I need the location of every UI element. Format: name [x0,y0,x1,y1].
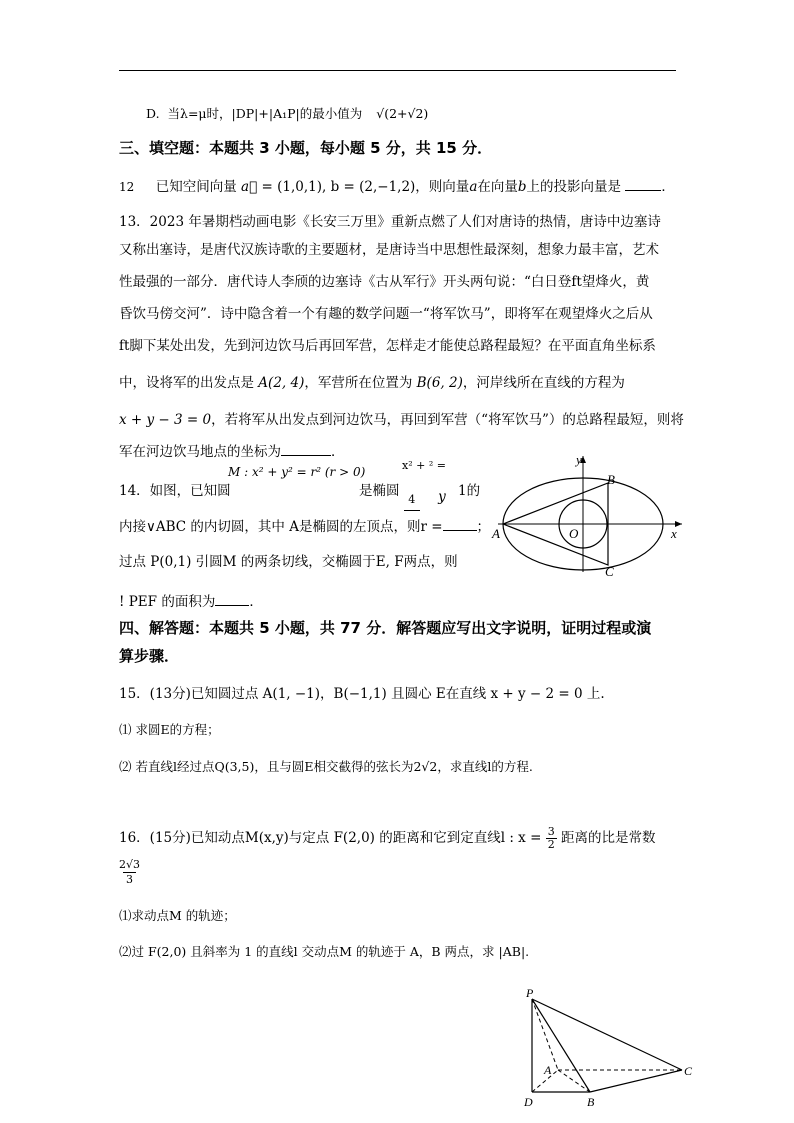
q14-line-4: ! PEF 的面积为 ． [119,591,263,612]
edge-bc [590,1070,682,1092]
question-16-stem: 16．(15分)已知动点M(x,y)与定点 F(2,0) 的距离和它到定直线l : x = $\frac{3}{2}$ 距离的比是常数 [119,825,656,851]
edge-ab [558,1070,590,1092]
section-4-heading-1: 四、解答题：本题共 5 小题，共 77 分．解答题应写出文字说明，证明过程或演 [119,619,652,637]
section-4-heading-2: 算步骤． [119,647,180,665]
option-d-value: √(2+√2) [376,106,429,121]
constant-fraction: 2√3 3 [119,858,141,886]
question-15-part-1: ⑴ 求圆E的方程； [119,722,220,737]
answer-blank-14a[interactable] [443,516,477,531]
label-y: y [576,452,582,467]
option-d: D. 当λ=μ时，|DP|+|A₁P|的最小值为 √(2+√2) [146,106,429,121]
q14-line-2: 内接∨ABC 的内切圆，其中 A是椭圆的左顶点，则r = ； [119,516,490,537]
q13-line-4: 昏饮马傍交河”．诗中隐含着一个有趣的数学问题一“将军饮马”，即将军在观望烽火之后从 [119,306,653,322]
question-12: 12 已知空间向量 a⃗ = (1,0,1), b = (2,−1,2)，则向量a在向量b上的投影向量是 ． [119,176,675,197]
q14-circle-eq: M : x² + y² = r² (r > 0) [228,465,366,479]
label-d: D [524,1095,533,1109]
question-16-part-2: ⑵过 F(2,0) 且斜率为 1 的直线l 交动点M 的轨迹于 A，B 两点，求 |AB|. [119,944,530,959]
label-a2: A [544,1063,552,1077]
label-p: P [526,986,534,1000]
section-3-heading: 三、填空题：本题共 3 小题，每小题 5 分，共 15 分． [119,139,493,157]
vector-a: a⃗ [241,179,258,195]
q13-line-8: 军在河边饮马地点的坐标为 ． [119,441,345,462]
label-b: B [607,472,615,487]
pyramid-figure [520,985,700,1110]
question-15-part-2: ⑵ 若直线l经过点Q(3,5)，且与圆E相交截得的弦长为2√2，求直线l的方程. [119,759,533,774]
answer-blank-14b[interactable] [215,591,249,606]
q14-line-3: 过点 P(0,1) 引圆M 的两条切线，交椭圆于E, F两点，则 [119,554,458,570]
q13-line-2: 又称出塞诗，是唐代汉族诗歌的主要题材，是唐诗当中思想性最深刻，想象力最丰富，艺术 [119,242,659,258]
q13-line-3: 性最强的一部分．唐代诗人李颀的边塞诗《古从军行》开头两句说：“白日登ft望烽火，黄 [119,274,650,290]
answer-blank-12[interactable] [625,176,661,191]
answer-blank-13[interactable] [281,441,331,456]
label-b2: B [587,1095,595,1109]
q13-line-1: 13．2023 年暑期档动画电影《长安三万里》重新点燃了人们对唐诗的热情，唐诗中边塞诗 [119,214,661,230]
q13-line-5: ft脚下某处出发，先到河边饮马后再回军营，怎样走才能使总路程最短？在平面直角坐标系 [119,338,656,354]
label-c2: C [684,1064,693,1078]
ellipse-figure [490,450,690,580]
q14-line-1: 14．如图，已知圆 是椭圆 4 y 1的 [119,481,480,503]
q13-line-7: x + y − 3 = 0，若将军从出发点到河边饮马，再回到军营（“将军饮马”）的总路程最短，则将 [119,412,684,428]
label-o: O [569,526,579,541]
q13-line-6: 中，设将军的出发点是 A(2, 4)，军营所在位置为 B(6, 2)，河岸线所在直线的方程为 [119,375,625,391]
fraction-3-2: $\frac{3}{2}$ [547,825,555,851]
label-x: x [671,526,677,541]
question-16-part-1: ⑴求动点M 的轨迹； [119,908,236,923]
label-c: C [605,564,614,579]
q14-ellipse-top: x² + ² = [402,459,446,472]
header-rule [119,70,676,71]
label-a: A [492,526,500,541]
question-15-stem: 15．(13分)已知圆过点 A(1, −1)，B(−1,1) 且圆心 E在直线 x + y − 2 = 0 上. [119,686,605,702]
